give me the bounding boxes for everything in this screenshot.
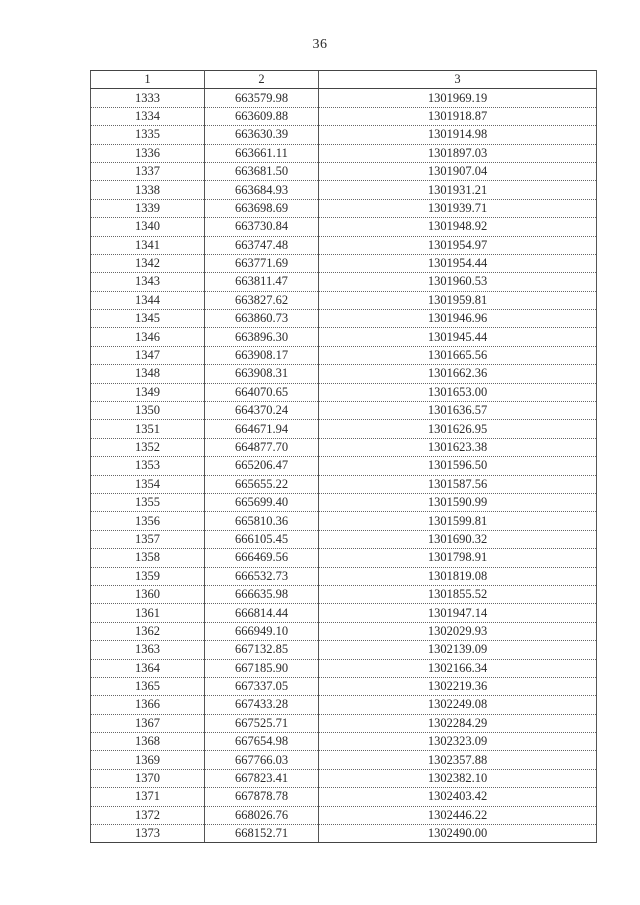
x-coordinate-cell: 667766.03 — [205, 751, 319, 769]
x-coordinate-cell: 663681.50 — [205, 162, 319, 180]
table-row — [91, 530, 597, 548]
point-number-cell: 1343 — [91, 273, 205, 291]
table-row — [91, 236, 597, 254]
table-row — [91, 585, 597, 603]
page-number: 36 — [312, 37, 328, 52]
y-coordinate-cell: 1301587.56 — [319, 475, 597, 493]
point-number-cell: 1333 — [91, 89, 205, 107]
table-row — [91, 696, 597, 714]
x-coordinate-cell: 665699.40 — [205, 493, 319, 511]
y-coordinate-cell: 1301855.52 — [319, 585, 597, 603]
y-coordinate-cell: 1301907.04 — [319, 162, 597, 180]
x-coordinate-cell: 666949.10 — [205, 622, 319, 640]
point-number-cell: 1338 — [91, 181, 205, 199]
y-coordinate-cell: 1302139.09 — [319, 641, 597, 659]
point-number-cell: 1353 — [91, 457, 205, 475]
y-coordinate-cell: 1301665.56 — [319, 346, 597, 364]
point-number-cell: 1358 — [91, 549, 205, 567]
point-number-cell: 1373 — [91, 825, 205, 843]
point-number-cell: 1355 — [91, 493, 205, 511]
x-coordinate-cell: 665206.47 — [205, 457, 319, 475]
table-row — [91, 162, 597, 180]
x-coordinate-cell: 663747.48 — [205, 236, 319, 254]
table-row — [91, 714, 597, 732]
x-coordinate-cell: 663730.84 — [205, 218, 319, 236]
table-row — [91, 310, 597, 328]
y-coordinate-cell: 1302490.00 — [319, 825, 597, 843]
table-row — [91, 677, 597, 695]
table-row — [91, 107, 597, 125]
table-row — [91, 218, 597, 236]
point-number-cell: 1354 — [91, 475, 205, 493]
point-number-cell: 1371 — [91, 788, 205, 806]
x-coordinate-cell: 663698.69 — [205, 199, 319, 217]
y-coordinate-cell: 1301626.95 — [319, 420, 597, 438]
y-coordinate-cell: 1302029.93 — [319, 622, 597, 640]
y-coordinate-cell: 1301636.57 — [319, 402, 597, 420]
point-number-cell: 1348 — [91, 365, 205, 383]
y-coordinate-cell: 1301945.44 — [319, 328, 597, 346]
y-coordinate-cell: 1302166.34 — [319, 659, 597, 677]
table-row — [91, 733, 597, 751]
point-number-cell: 1367 — [91, 714, 205, 732]
point-number-cell: 1337 — [91, 162, 205, 180]
point-number-cell: 1346 — [91, 328, 205, 346]
table-row — [91, 457, 597, 475]
table-row — [91, 567, 597, 585]
x-coordinate-cell: 664877.70 — [205, 438, 319, 456]
y-coordinate-cell: 1301931.21 — [319, 181, 597, 199]
header-row — [91, 71, 597, 89]
y-coordinate-cell: 1301690.32 — [319, 530, 597, 548]
point-number-cell: 1344 — [91, 291, 205, 309]
x-coordinate-cell: 667654.98 — [205, 733, 319, 751]
y-coordinate-cell: 1301590.99 — [319, 493, 597, 511]
x-coordinate-cell: 663896.30 — [205, 328, 319, 346]
x-coordinate-cell: 663661.11 — [205, 144, 319, 162]
table-row — [91, 475, 597, 493]
y-coordinate-cell: 1302403.42 — [319, 788, 597, 806]
table-row — [91, 126, 597, 144]
y-coordinate-cell: 1301599.81 — [319, 512, 597, 530]
table-row — [91, 420, 597, 438]
table-row — [91, 328, 597, 346]
column-header: 2 — [205, 71, 319, 89]
column-header: 3 — [319, 71, 597, 89]
y-coordinate-cell: 1301948.92 — [319, 218, 597, 236]
x-coordinate-cell: 666105.45 — [205, 530, 319, 548]
y-coordinate-cell: 1301939.71 — [319, 199, 597, 217]
x-coordinate-cell: 666814.44 — [205, 604, 319, 622]
point-number-cell: 1356 — [91, 512, 205, 530]
point-number-cell: 1369 — [91, 751, 205, 769]
table-row — [91, 493, 597, 511]
table-row — [91, 438, 597, 456]
point-number-cell: 1334 — [91, 107, 205, 125]
y-coordinate-cell: 1302284.29 — [319, 714, 597, 732]
x-coordinate-cell: 666469.56 — [205, 549, 319, 567]
point-number-cell: 1365 — [91, 677, 205, 695]
point-number-cell: 1372 — [91, 806, 205, 824]
y-coordinate-cell: 1301819.08 — [319, 567, 597, 585]
point-number-cell: 1351 — [91, 420, 205, 438]
y-coordinate-cell: 1301946.96 — [319, 310, 597, 328]
x-coordinate-cell: 664671.94 — [205, 420, 319, 438]
y-coordinate-cell: 1301947.14 — [319, 604, 597, 622]
table-row — [91, 622, 597, 640]
table-row — [91, 769, 597, 787]
table-row — [91, 291, 597, 309]
table-row — [91, 402, 597, 420]
y-coordinate-cell: 1301798.91 — [319, 549, 597, 567]
point-number-cell: 1345 — [91, 310, 205, 328]
x-coordinate-cell: 668026.76 — [205, 806, 319, 824]
table-row — [91, 254, 597, 272]
coordinates-table — [90, 70, 597, 843]
x-coordinate-cell: 667132.85 — [205, 641, 319, 659]
x-coordinate-cell: 663579.98 — [205, 89, 319, 107]
y-coordinate-cell: 1301954.97 — [319, 236, 597, 254]
y-coordinate-cell: 1301623.38 — [319, 438, 597, 456]
y-coordinate-cell: 1302446.22 — [319, 806, 597, 824]
point-number-cell: 1335 — [91, 126, 205, 144]
x-coordinate-cell: 666532.73 — [205, 567, 319, 585]
point-number-cell: 1361 — [91, 604, 205, 622]
y-coordinate-cell: 1302382.10 — [319, 769, 597, 787]
table-row — [91, 273, 597, 291]
x-coordinate-cell: 664070.65 — [205, 383, 319, 401]
y-coordinate-cell: 1302357.88 — [319, 751, 597, 769]
point-number-cell: 1362 — [91, 622, 205, 640]
point-number-cell: 1341 — [91, 236, 205, 254]
point-number-cell: 1360 — [91, 585, 205, 603]
point-number-cell: 1368 — [91, 733, 205, 751]
table-row — [91, 825, 597, 843]
table-row — [91, 181, 597, 199]
point-number-cell: 1366 — [91, 696, 205, 714]
y-coordinate-cell: 1301897.03 — [319, 144, 597, 162]
y-coordinate-cell: 1301969.19 — [319, 89, 597, 107]
x-coordinate-cell: 667337.05 — [205, 677, 319, 695]
x-coordinate-cell: 668152.71 — [205, 825, 319, 843]
x-coordinate-cell: 663811.47 — [205, 273, 319, 291]
point-number-cell: 1363 — [91, 641, 205, 659]
table-row — [91, 346, 597, 364]
table-row — [91, 788, 597, 806]
y-coordinate-cell: 1302249.08 — [319, 696, 597, 714]
y-coordinate-cell: 1301954.44 — [319, 254, 597, 272]
y-coordinate-cell: 1301960.53 — [319, 273, 597, 291]
y-coordinate-cell: 1302219.36 — [319, 677, 597, 695]
x-coordinate-cell: 667878.78 — [205, 788, 319, 806]
table-row — [91, 512, 597, 530]
table-row — [91, 604, 597, 622]
table-row — [91, 89, 597, 107]
table-row — [91, 751, 597, 769]
x-coordinate-cell: 667525.71 — [205, 714, 319, 732]
table-row — [91, 199, 597, 217]
x-coordinate-cell: 665655.22 — [205, 475, 319, 493]
table-row — [91, 365, 597, 383]
x-coordinate-cell: 667823.41 — [205, 769, 319, 787]
y-coordinate-cell: 1301662.36 — [319, 365, 597, 383]
point-number-cell: 1340 — [91, 218, 205, 236]
table-row — [91, 144, 597, 162]
x-coordinate-cell: 665810.36 — [205, 512, 319, 530]
y-coordinate-cell: 1302323.09 — [319, 733, 597, 751]
point-number-cell: 1342 — [91, 254, 205, 272]
x-coordinate-cell: 663827.62 — [205, 291, 319, 309]
table-header — [91, 71, 597, 89]
x-coordinate-cell: 664370.24 — [205, 402, 319, 420]
y-coordinate-cell: 1301918.87 — [319, 107, 597, 125]
point-number-cell: 1350 — [91, 402, 205, 420]
point-number-cell: 1364 — [91, 659, 205, 677]
table-row — [91, 659, 597, 677]
x-coordinate-cell: 663860.73 — [205, 310, 319, 328]
x-coordinate-cell: 663609.88 — [205, 107, 319, 125]
x-coordinate-cell: 663908.17 — [205, 346, 319, 364]
x-coordinate-cell: 666635.98 — [205, 585, 319, 603]
x-coordinate-cell: 667185.90 — [205, 659, 319, 677]
x-coordinate-cell: 663684.93 — [205, 181, 319, 199]
column-header: 1 — [91, 71, 205, 89]
y-coordinate-cell: 1301596.50 — [319, 457, 597, 475]
point-number-cell: 1370 — [91, 769, 205, 787]
point-number-cell: 1347 — [91, 346, 205, 364]
table-row — [91, 641, 597, 659]
y-coordinate-cell: 1301914.98 — [319, 126, 597, 144]
point-number-cell: 1352 — [91, 438, 205, 456]
point-number-cell: 1349 — [91, 383, 205, 401]
point-number-cell: 1336 — [91, 144, 205, 162]
point-number-cell: 1357 — [91, 530, 205, 548]
x-coordinate-cell: 663908.31 — [205, 365, 319, 383]
table-row — [91, 549, 597, 567]
table-body — [91, 89, 597, 843]
y-coordinate-cell: 1301959.81 — [319, 291, 597, 309]
point-number-cell: 1339 — [91, 199, 205, 217]
x-coordinate-cell: 663771.69 — [205, 254, 319, 272]
x-coordinate-cell: 663630.39 — [205, 126, 319, 144]
x-coordinate-cell: 667433.28 — [205, 696, 319, 714]
y-coordinate-cell: 1301653.00 — [319, 383, 597, 401]
table-row — [91, 806, 597, 824]
table-row — [91, 383, 597, 401]
point-number-cell: 1359 — [91, 567, 205, 585]
